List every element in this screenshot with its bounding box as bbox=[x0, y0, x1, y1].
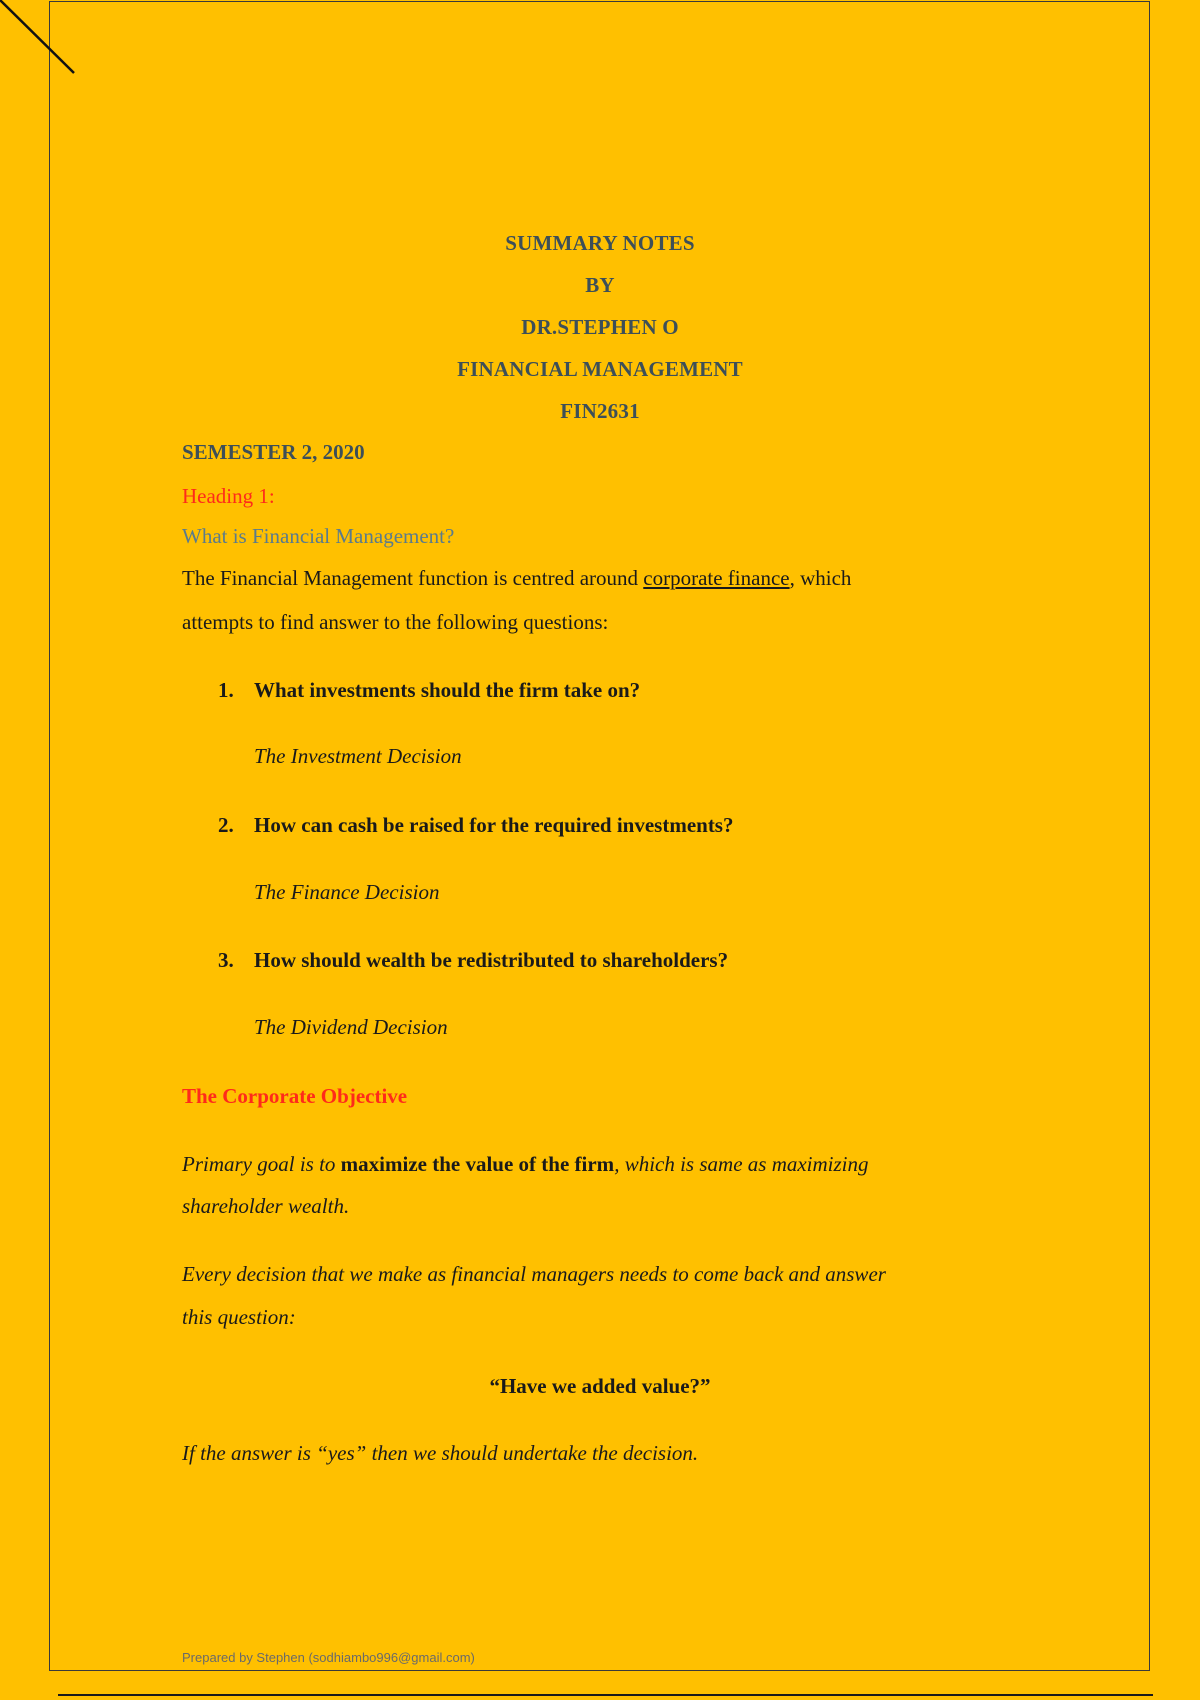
intro-paragraph-line-1 bbox=[182, 566, 851, 591]
title-by: BY bbox=[585, 273, 615, 297]
footer-prepared-by: Prepared by Stephen (sodhiambo996@gmail.com) bbox=[182, 1650, 475, 1665]
dividend-decision-label: The Dividend Decision bbox=[254, 1015, 448, 1039]
added-value-question: “Have we added value?” bbox=[489, 1374, 711, 1398]
title-summary-notes: SUMMARY NOTES bbox=[505, 231, 695, 255]
bottom-rule-divider bbox=[58, 1694, 1153, 1696]
intro-text-2: , which bbox=[789, 566, 852, 590]
subheading-what-is-fm: What is Financial Management? bbox=[182, 524, 455, 548]
heading-1: Heading 1: bbox=[182, 484, 275, 508]
corporate-objective-heading: The Corporate Objective bbox=[182, 1084, 408, 1108]
semester-label: SEMESTER 2, 2020 bbox=[182, 440, 365, 464]
primary-goal-line-2: shareholder wealth. bbox=[182, 1194, 350, 1218]
question-3-text: How should wealth be redistributed to shareholders? bbox=[254, 948, 729, 972]
intro-text-1: The Financial Management function is centred around bbox=[182, 566, 644, 590]
every-decision-line-1: Every decision that we make as financial managers needs to come back and answer bbox=[182, 1262, 886, 1286]
corporate-finance-link[interactable]: corporate finance bbox=[643, 566, 790, 590]
intro-paragraph-line-2: attempts to find answer to the following questions: bbox=[182, 610, 609, 634]
question-2-number: 2. bbox=[218, 813, 234, 837]
title-course-name: FINANCIAL MANAGEMENT bbox=[457, 357, 743, 381]
question-1-number: 1. bbox=[218, 678, 234, 702]
corner-crop-mark bbox=[0, 0, 80, 80]
primary-goal-line-1 bbox=[182, 1152, 869, 1177]
every-decision-line-2: this question: bbox=[182, 1305, 296, 1329]
investment-decision-label: The Investment Decision bbox=[254, 744, 462, 768]
primary-goal-bold: maximize the value of the firm bbox=[340, 1152, 615, 1176]
answer-yes-line: If the answer is “yes” then we should undertake the decision. bbox=[182, 1441, 699, 1465]
title-author: DR.STEPHEN O bbox=[521, 315, 679, 339]
question-3-number: 3. bbox=[218, 948, 234, 972]
question-2-text: How can cash be raised for the required investments? bbox=[254, 813, 734, 837]
question-1-text: What investments should the firm take on? bbox=[254, 678, 641, 702]
primary-goal-text-1: Primary goal is to bbox=[182, 1152, 341, 1176]
finance-decision-label: The Finance Decision bbox=[254, 880, 440, 904]
title-course-code: FIN2631 bbox=[560, 399, 640, 423]
primary-goal-text-2: , which is same as maximizing bbox=[614, 1152, 869, 1176]
